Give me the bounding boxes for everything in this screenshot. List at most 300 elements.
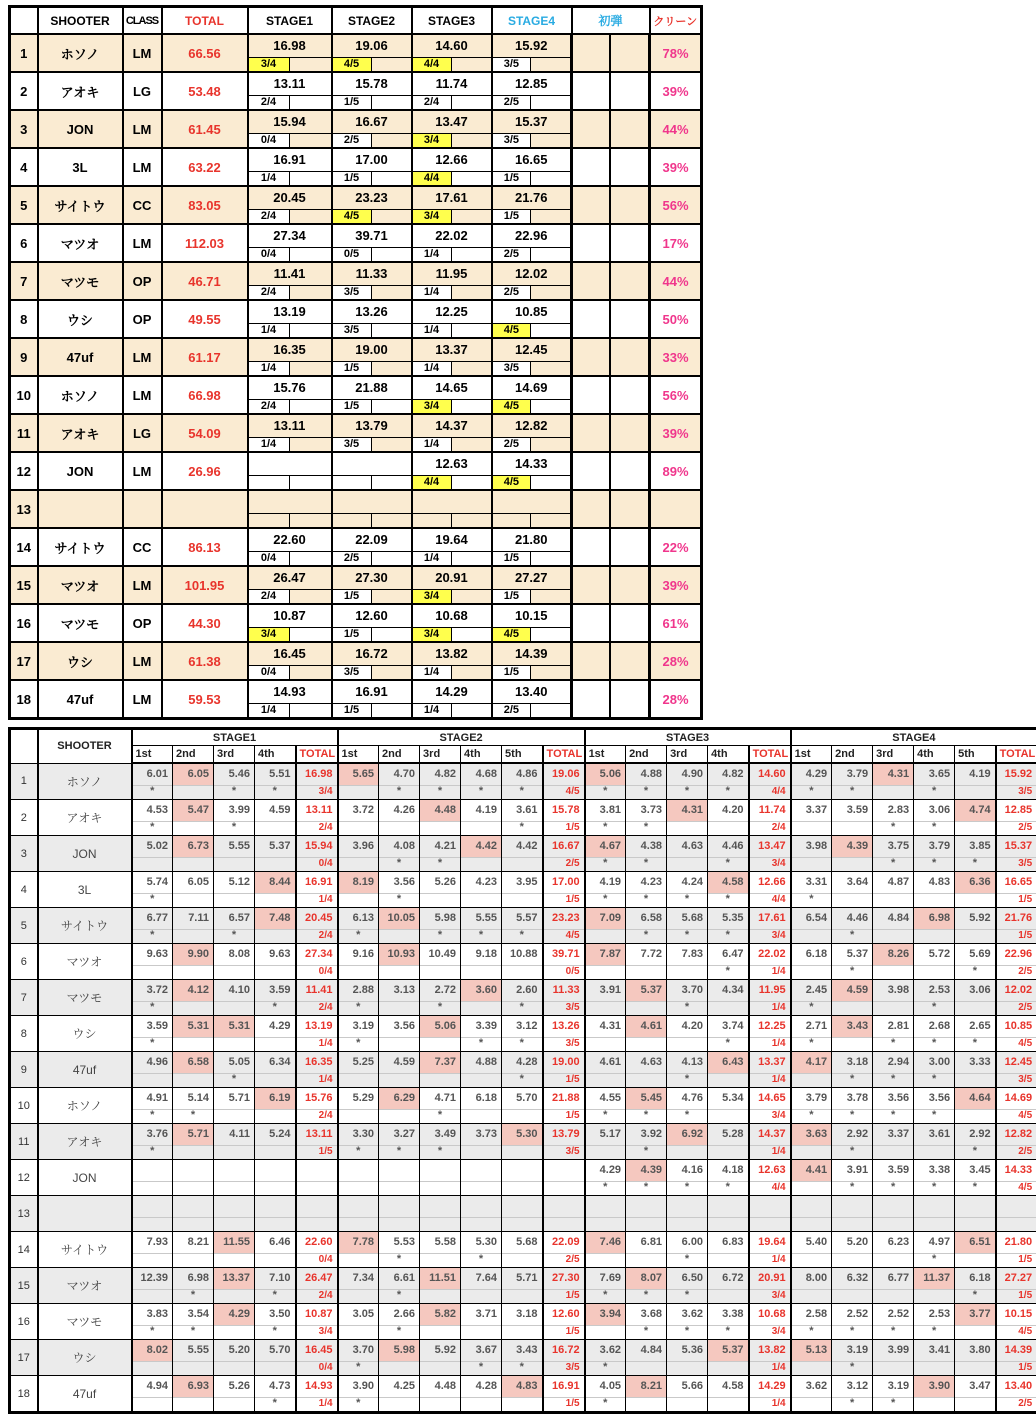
shot-time-cell	[708, 1376, 749, 1413]
shot-time: 3.00	[914, 1052, 954, 1074]
shot-time-cell	[214, 1196, 255, 1232]
stage-total-cell	[543, 1268, 585, 1304]
shot-time-cell	[338, 1340, 379, 1376]
first-shot-hit-mark	[502, 858, 542, 871]
fraction-spacer	[372, 324, 411, 337]
first-shot-hit-mark: *	[586, 1398, 626, 1411]
first-shot-hit-mark	[339, 786, 379, 799]
shot-time: 6.32	[832, 1268, 872, 1290]
shot-time: 2.81	[873, 1016, 913, 1038]
shot-time	[420, 1196, 460, 1218]
first-shot-hit-mark	[667, 1218, 707, 1231]
first-shot-hit-mark: *	[214, 1074, 254, 1087]
fraction-spacer	[452, 514, 491, 527]
stage-total-time: 20.91	[750, 1268, 790, 1290]
first-shot-hit-mark	[173, 822, 213, 835]
fraction-spacer	[290, 210, 331, 223]
shot-time-cell	[379, 1052, 420, 1088]
stage4-cell	[492, 72, 572, 110]
clean-percentage: 17%	[650, 224, 702, 262]
first-shot-hit-mark	[792, 1398, 832, 1411]
first-shot-hit-mark: *	[255, 1398, 295, 1411]
shot-time: 6.18	[461, 1088, 501, 1110]
shot-time: 11.55	[214, 1232, 254, 1254]
summary-shooter-row	[10, 566, 702, 604]
summary-shooter-row	[10, 110, 702, 148]
stage2-total-header: TOTAL	[543, 746, 585, 764]
hit-fraction: 1/5	[544, 894, 584, 907]
hit-fraction: 4/5	[493, 628, 532, 641]
shot-time: 3.49	[420, 1124, 460, 1146]
fraction-spacer	[372, 286, 411, 299]
stage-total-time: 20.45	[297, 908, 337, 930]
stage2-cell	[332, 110, 412, 148]
shot-time: 3.59	[832, 800, 872, 822]
first-shot-hit-mark: *	[255, 1326, 295, 1339]
stage-total-time: 21.76	[997, 908, 1036, 930]
shot-time: 3.91	[586, 980, 626, 1002]
detail-shooter-row	[10, 980, 1036, 1016]
hit-fraction: 1/4	[750, 1002, 790, 1015]
stage-time: 14.60	[413, 35, 491, 58]
shot-time-cell	[914, 908, 955, 944]
shot-time: 3.12	[502, 1016, 542, 1038]
stage-total-cell	[749, 1160, 791, 1196]
first-shot-hit-mark	[214, 1290, 254, 1303]
first-shot-hit-mark	[832, 894, 872, 907]
shot-time: 4.46	[708, 836, 748, 858]
shot-time: 3.72	[133, 980, 173, 1002]
first-shot-box	[573, 263, 648, 299]
shot-time-cell	[873, 1052, 914, 1088]
first-shot-hit-mark: *	[955, 1182, 995, 1195]
shot-time: 3.74	[708, 1016, 748, 1038]
shot-time-cell	[132, 1304, 173, 1340]
first-shot-hit-mark	[873, 1290, 913, 1303]
stage-total-time: 12.82	[997, 1124, 1036, 1146]
hit-fraction	[544, 1218, 584, 1231]
stage-total-cell	[543, 1016, 585, 1052]
shot-time: 3.19	[832, 1340, 872, 1362]
shot-time-cell	[461, 800, 502, 836]
first-shot-cell	[572, 604, 650, 642]
shot-time: 6.05	[173, 764, 213, 786]
stage-total-time: 27.34	[297, 944, 337, 966]
first-shot-hit-mark	[667, 858, 707, 871]
hit-fraction: 4/4	[750, 894, 790, 907]
total-time: 26.96	[162, 452, 248, 490]
first-shot-hit-mark	[255, 894, 295, 907]
stage1-cell	[248, 414, 332, 452]
first-shot-hit-mark: *	[586, 894, 626, 907]
shot-time-cell	[626, 1232, 667, 1268]
corner-header	[10, 729, 38, 764]
stage-fraction-row	[493, 58, 571, 71]
shot-time: 5.37	[255, 836, 295, 858]
first-shot-hit-mark	[708, 1398, 748, 1411]
first-shot-hit-mark	[255, 1254, 295, 1267]
stage-fraction-row	[333, 286, 411, 299]
shot-time	[586, 1196, 626, 1218]
summary-shooter-row	[10, 414, 702, 452]
stage-total-cell	[996, 944, 1036, 980]
shot-time-cell	[626, 1196, 667, 1232]
shot-time: 5.05	[214, 1052, 254, 1074]
detail-shooter-row	[10, 1304, 1036, 1340]
shooter-header: SHOOTER	[38, 729, 132, 764]
shot-time: 3.43	[502, 1340, 542, 1362]
first-shot-hit-mark: *	[708, 858, 748, 871]
first-shot-hit-mark: *	[914, 1182, 954, 1195]
first-shot-hit-mark	[832, 1290, 872, 1303]
shot-time	[955, 1196, 995, 1218]
stage-time	[249, 453, 331, 476]
hit-fraction: 1/5	[333, 704, 372, 717]
clean-percentage: 89%	[650, 452, 702, 490]
shot-time: 5.47	[173, 800, 213, 822]
stage4-shot4-header: 4th	[914, 746, 955, 764]
first-shot-hit-mark	[792, 822, 832, 835]
hit-fraction: 2/4	[297, 822, 337, 835]
shot-time	[379, 1160, 419, 1182]
hit-fraction: 3/4	[413, 400, 452, 413]
shot-time	[173, 1160, 213, 1182]
shot-time: 9.16	[339, 944, 379, 966]
first-shot-hit-mark	[832, 1218, 872, 1231]
hit-fraction: 1/4	[249, 704, 290, 717]
stage-total-cell	[296, 763, 338, 800]
first-shot-hit-mark	[133, 1362, 173, 1375]
first-shot-box	[573, 605, 648, 641]
shot-time: 3.60	[461, 980, 501, 1002]
shot-time-cell	[626, 800, 667, 836]
shot-time-cell	[379, 763, 420, 800]
shot-time: 5.28	[708, 1124, 748, 1146]
first-shot-left-subcell	[573, 529, 611, 565]
fraction-spacer	[452, 58, 491, 71]
hit-fraction: 2/4	[249, 96, 290, 109]
shooter-name: JON	[38, 1160, 132, 1196]
shot-time-cell	[832, 800, 873, 836]
first-shot-hit-mark: *	[133, 1146, 173, 1159]
stage-total-cell	[996, 836, 1036, 872]
hit-fraction: 4/4	[750, 786, 790, 799]
shot-time: 2.58	[792, 1304, 832, 1326]
shot-time	[133, 1160, 173, 1182]
hit-fraction: 1/5	[544, 1398, 584, 1411]
class-value: OP	[123, 300, 162, 338]
shot-time-cell	[132, 1160, 173, 1196]
stage2-shot5-header: 5th	[502, 746, 543, 764]
shot-time-cell	[214, 944, 255, 980]
first-shot-hit-mark	[339, 894, 379, 907]
shot-time: 4.34	[708, 980, 748, 1002]
stage-time	[493, 491, 571, 514]
shot-time-cell	[502, 1232, 543, 1268]
hit-fraction: 4/5	[997, 1110, 1036, 1123]
stage-time: 16.45	[249, 643, 331, 666]
shot-time-cell	[132, 1016, 173, 1052]
first-shot-hit-mark	[379, 1002, 419, 1015]
shot-time: 6.98	[173, 1268, 213, 1290]
shot-time: 4.17	[792, 1052, 832, 1074]
hit-fraction: 2/5	[493, 438, 532, 451]
detail-shooter-row	[10, 1088, 1036, 1124]
shot-time: 3.56	[873, 1088, 913, 1110]
stage-fraction-row	[249, 704, 331, 717]
shot-time: 3.85	[955, 836, 995, 858]
hit-fraction: 3/5	[333, 666, 372, 679]
stage-fraction-row	[413, 666, 491, 679]
shot-time-cell	[420, 836, 461, 872]
shot-time: 9.90	[173, 944, 213, 966]
first-shot-left-subcell	[573, 35, 611, 71]
shot-time-cell	[132, 908, 173, 944]
stage4-cell	[492, 148, 572, 186]
stage-fraction-row	[413, 704, 491, 717]
stage-total-cell	[543, 1124, 585, 1160]
first-shot-right-subcell	[611, 73, 649, 109]
first-shot-box	[573, 681, 648, 717]
row-number: 5	[10, 908, 38, 944]
shot-time-cell	[708, 1268, 749, 1304]
shot-time	[502, 1196, 542, 1218]
shot-time: 5.34	[708, 1088, 748, 1110]
first-shot-cell	[572, 528, 650, 566]
shooter-name: マツオ	[38, 224, 123, 262]
stage-fraction-row	[493, 514, 571, 527]
stage-total-cell	[749, 836, 791, 872]
shot-time-cell	[338, 1124, 379, 1160]
hit-fraction: 1/5	[333, 400, 372, 413]
fraction-spacer	[372, 552, 411, 565]
shot-time: 3.72	[339, 800, 379, 822]
stage-total-time: 16.91	[544, 1376, 584, 1398]
shot-time: 4.83	[914, 872, 954, 894]
stage-total-time: 15.92	[997, 764, 1036, 786]
first-shot-hit-mark: *	[832, 1398, 872, 1411]
first-shot-hit-mark: *	[214, 786, 254, 799]
shooter-name: ホソノ	[38, 763, 132, 800]
hit-fraction: 3/4	[750, 1326, 790, 1339]
shot-time-cell	[791, 1340, 832, 1376]
first-shot-hit-mark	[502, 1218, 542, 1231]
summary-shooter-row	[10, 376, 702, 414]
stage-fraction-row	[493, 590, 571, 603]
shot-time: 3.90	[914, 1376, 954, 1398]
shot-time-cell	[585, 763, 626, 800]
fraction-spacer	[452, 628, 491, 641]
row-number: 14	[10, 528, 38, 566]
first-shot-hit-mark	[133, 1254, 173, 1267]
fraction-spacer	[452, 248, 491, 261]
stage-total-cell	[543, 1160, 585, 1196]
shot-time: 4.63	[626, 1052, 666, 1074]
shot-time-cell	[585, 908, 626, 944]
shot-time-cell	[914, 1088, 955, 1124]
shot-time	[461, 1160, 501, 1182]
first-shot-hit-mark: *	[420, 930, 460, 943]
hit-fraction: 1/4	[297, 894, 337, 907]
stage-total-time: 27.30	[544, 1268, 584, 1290]
shot-time: 4.84	[873, 908, 913, 930]
detail-shooter-row	[10, 763, 1036, 800]
shot-time-cell	[255, 1268, 296, 1304]
first-shot-hit-mark	[461, 1146, 501, 1159]
stage3-cell	[412, 680, 492, 719]
shot-time-cell	[173, 1268, 214, 1304]
stage-fraction-row	[493, 248, 571, 261]
shot-time-cell	[420, 1376, 461, 1413]
total-time: 53.48	[162, 72, 248, 110]
clean-percentage: 22%	[650, 528, 702, 566]
first-shot-hit-mark: *	[379, 1254, 419, 1267]
stage-total-time: 12.63	[750, 1160, 790, 1182]
shot-time-cell	[832, 1088, 873, 1124]
shot-time-cell	[667, 763, 708, 800]
hit-fraction: 3/5	[333, 324, 372, 337]
hit-fraction: 1/4	[413, 324, 452, 337]
first-shot-hit-mark: *	[626, 858, 666, 871]
first-shot-hit-mark	[255, 930, 295, 943]
stage-total-cell	[296, 908, 338, 944]
hit-fraction: 3/4	[750, 1110, 790, 1123]
hit-fraction: 1/5	[997, 930, 1036, 943]
stage-total-cell	[296, 1268, 338, 1304]
first-shot-box	[573, 225, 648, 261]
stage-fraction-row	[493, 362, 571, 375]
stage-time: 11.74	[413, 73, 491, 96]
shot-time: 7.10	[255, 1268, 295, 1290]
fraction-spacer	[372, 704, 411, 717]
row-number: 3	[10, 110, 38, 148]
shot-time-cell	[626, 763, 667, 800]
shot-time-cell	[626, 1124, 667, 1160]
shot-time: 4.59	[832, 980, 872, 1002]
shot-time-cell	[873, 1196, 914, 1232]
shot-time-cell	[914, 1232, 955, 1268]
stage3-total-header: TOTAL	[749, 746, 791, 764]
stage-fraction-row	[249, 400, 331, 413]
first-shot-hit-mark: *	[708, 786, 748, 799]
hit-fraction: 1/4	[750, 1362, 790, 1375]
first-shot-hit-mark	[502, 1146, 542, 1159]
stage-fraction-row	[413, 58, 491, 71]
shot-time: 3.19	[339, 1016, 379, 1038]
shot-time: 3.59	[133, 1016, 173, 1038]
first-shot-hit-mark	[420, 966, 460, 979]
stage4-cell	[492, 414, 572, 452]
fraction-spacer	[531, 96, 570, 109]
first-shot-hit-mark: *	[420, 1002, 460, 1015]
stage-total-time	[750, 1196, 790, 1218]
first-shot-hit-mark: *	[708, 894, 748, 907]
shot-time: 6.05	[173, 872, 213, 894]
shot-time: 3.06	[955, 980, 995, 1002]
stage-total-time: 10.87	[297, 1304, 337, 1326]
first-shot-hit-mark	[420, 894, 460, 907]
shot-time-cell	[955, 980, 996, 1016]
hit-fraction: 3/4	[750, 930, 790, 943]
shot-time-cell	[461, 836, 502, 872]
stage-total-cell	[996, 800, 1036, 836]
shot-time-cell	[502, 1376, 543, 1413]
row-number: 6	[10, 224, 38, 262]
shot-time: 5.92	[955, 908, 995, 930]
stage2-cell	[332, 528, 412, 566]
shot-time: 3.70	[339, 1340, 379, 1362]
fraction-spacer	[452, 96, 491, 109]
shot-time: 4.16	[667, 1160, 707, 1182]
shot-time-cell	[461, 908, 502, 944]
fraction-spacer	[372, 438, 411, 451]
shot-time: 4.48	[420, 800, 460, 822]
stage3-cell	[412, 72, 492, 110]
first-shot-hit-mark: *	[461, 930, 501, 943]
stage3-cell	[412, 338, 492, 376]
shot-time-cell	[379, 944, 420, 980]
shot-time-cell	[832, 1124, 873, 1160]
fraction-spacer	[452, 134, 491, 147]
stage-total-time: 11.95	[750, 980, 790, 1002]
stage-time: 11.33	[333, 263, 411, 286]
shot-time: 3.92	[626, 1124, 666, 1146]
class-value: LM	[123, 34, 162, 72]
stage-fraction-row	[333, 438, 411, 451]
first-shot-hit-mark: *	[792, 1110, 832, 1123]
stage3-group-header: STAGE3	[585, 729, 791, 746]
shot-time-cell	[667, 1016, 708, 1052]
hit-fraction: 2/4	[750, 822, 790, 835]
class-value: OP	[123, 262, 162, 300]
hit-fraction: 4/5	[544, 786, 584, 799]
shot-time: 3.61	[502, 800, 542, 822]
shot-time-cell	[791, 944, 832, 980]
stage-time: 17.61	[413, 187, 491, 210]
first-shot-hit-mark	[586, 1146, 626, 1159]
shot-time-cell	[502, 908, 543, 944]
fraction-spacer	[452, 666, 491, 679]
stage-total-cell	[749, 1088, 791, 1124]
shot-time: 6.92	[667, 1124, 707, 1146]
fraction-spacer	[290, 590, 331, 603]
hit-fraction: 4/5	[997, 1182, 1036, 1195]
shot-time-cell	[791, 836, 832, 872]
shot-time: 4.42	[502, 836, 542, 858]
shot-time-cell	[832, 1376, 873, 1413]
first-shot-hit-mark	[955, 894, 995, 907]
shot-time: 3.75	[873, 836, 913, 858]
first-shot-hit-mark	[502, 894, 542, 907]
fraction-spacer	[452, 438, 491, 451]
shot-time: 7.34	[339, 1268, 379, 1290]
shot-time-cell	[338, 763, 379, 800]
stage1-cell	[248, 262, 332, 300]
shot-time: 4.41	[792, 1160, 832, 1182]
stage-total-cell	[543, 872, 585, 908]
first-shot-hit-mark	[461, 894, 501, 907]
stage-total-cell	[296, 1052, 338, 1088]
shot-time-cell	[626, 836, 667, 872]
first-shot-hit-mark	[173, 1038, 213, 1051]
stage-total-time: 19.00	[544, 1052, 584, 1074]
first-shot-left-subcell	[573, 111, 611, 147]
shot-time-cell	[667, 1268, 708, 1304]
stage-total-cell	[296, 1196, 338, 1232]
shot-time-cell	[173, 1376, 214, 1413]
shot-time-cell	[502, 1304, 543, 1340]
first-shot-hit-mark: *	[339, 1398, 379, 1411]
